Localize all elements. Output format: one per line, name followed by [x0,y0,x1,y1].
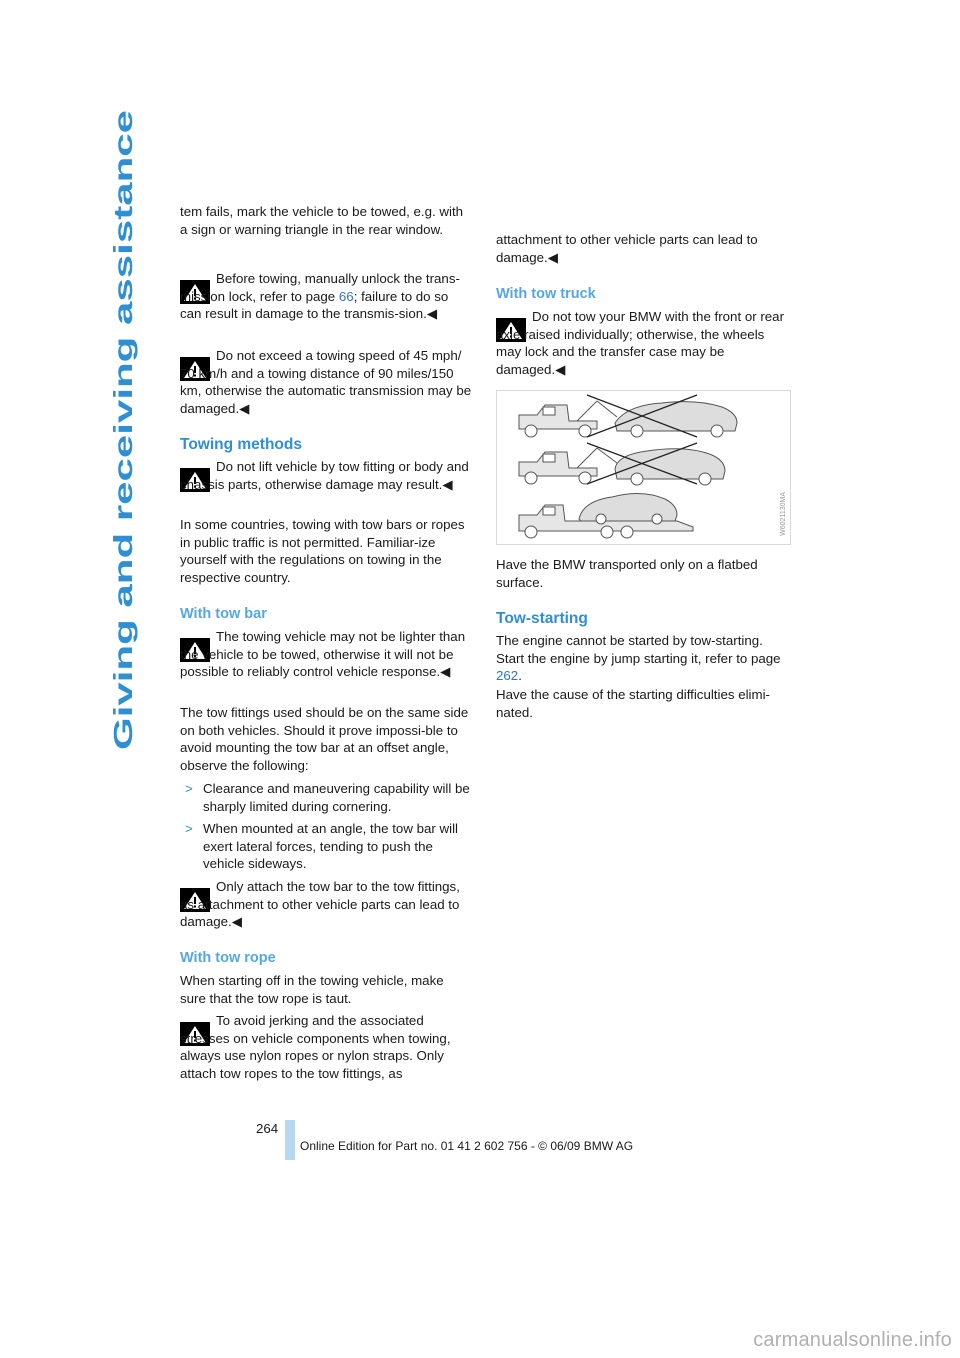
warning-note [180,270,473,323]
paragraph-text: The tow fittings used should be on the same side on both vehicles. Should it prove impossi-ble to avoid mounting the tow bar at an offset angle, observe the following: [180,705,469,774]
paragraph-text: tem fails, mark the vehicle to be towed, e.g. with a sign or warning triangle in the rear window. [180,204,464,237]
warning-text: Do not lift vehicle by tow fitting or body and chassis parts, otherwise damage may result.◀ [180,459,469,492]
paragraph-text: The engine cannot be started by tow-starting. Start the engine by jump starting it, refer to page 262. [496,633,781,684]
paragraph [180,972,473,1007]
tow-truck-illustration [496,390,791,545]
page-link[interactable]: 262 [496,668,519,684]
heading-with-tow-rope: With tow rope [180,950,276,966]
paragraph [496,556,791,591]
paragraph-text: Have the cause of the starting difficulties elimi-nated. [496,687,770,720]
paragraph [496,231,791,266]
side-section-title-text: Giving and receiving assistance [108,354,138,750]
list-item [180,820,473,873]
paragraph [180,704,473,775]
paragraph-text: Have the BMW transported only on a flatbed surface. [496,557,758,590]
paragraph [496,632,791,685]
warning-note [180,1012,473,1083]
warning-text: Before towing, manually unlock the trans-mission lock, refer to page 66; failure to do so can result in damage to the transmis-sion.◀ [180,271,460,322]
warning-text: The towing vehicle may not be lighter than the vehicle to be towed, otherwise it will not be possible to reliably control vehicle response.◀ [180,629,466,680]
tow-truck-diagram [497,391,790,544]
tow-row-1 [519,401,737,437]
list-item-text: When mounted at an angle, the tow bar will exert lateral forces, tending to push the vehicle sideways. [203,821,459,872]
footer-edition: Online Edition for Part no. 01 41 2 602 756 - © 06/09 BMW AG [300,1139,634,1153]
heading-towing-methods: Towing methods [180,436,302,453]
heading-with-tow-bar: With tow bar [180,606,267,622]
warning-note [180,347,473,418]
warning-text: Only attach the tow bar to the tow fittings, as attachment to other vehicle parts can lead to damage.◀ [180,879,460,930]
paragraph-text: When starting off in the towing vehicle, make sure that the tow rope is taut. [180,973,444,1006]
warning-text: Do not exceed a towing speed of 45 mph/ 70 km/h and a towing distance of 90 miles/150 km, otherwise the automatic transmission may be damaged.◀ [180,348,472,417]
list-item [180,780,473,815]
tow-row-2 [519,448,725,485]
warning-text: To avoid jerking and the associated stresses on vehicle components when towing, always use nylon ropes or nylon straps. Only attach tow ropes to the tow fittings, as [180,1013,451,1082]
tow-row-3 [519,493,693,538]
warning-note [180,878,473,931]
warning-note [180,628,473,681]
paragraph [180,203,473,238]
warning-note [496,308,791,379]
paragraph [180,516,473,587]
page-link[interactable]: 66 [338,288,354,304]
figure-code: W6021130MA [780,492,787,536]
footer-bar [285,1120,295,1160]
heading-tow-starting: Tow-starting [496,610,588,627]
bullet-mark: > [185,821,193,836]
paragraph-text: attachment to other vehicle parts can lead to damage.◀ [496,232,758,265]
warning-note [180,458,473,493]
paragraph [496,686,791,721]
page-number: 264 [256,1121,279,1136]
side-section-title [88,50,148,750]
heading-with-tow-truck: With tow truck [496,286,596,302]
list-item-text: Clearance and maneuvering capability will be sharply limited during cornering. [203,781,470,814]
watermark: carmanualsonline.info [753,1329,952,1351]
warning-text: Do not tow your BMW with the front or rear axle raised individually; otherwise, the wheels may lock and the transfer case may be damaged.◀ [496,309,784,378]
paragraph-text: In some countries, towing with tow bars or ropes in public traffic is not permitted. Familiar-ize yourself with the regulations on towing in the respective country. [180,517,465,586]
bullet-mark: > [185,781,193,796]
